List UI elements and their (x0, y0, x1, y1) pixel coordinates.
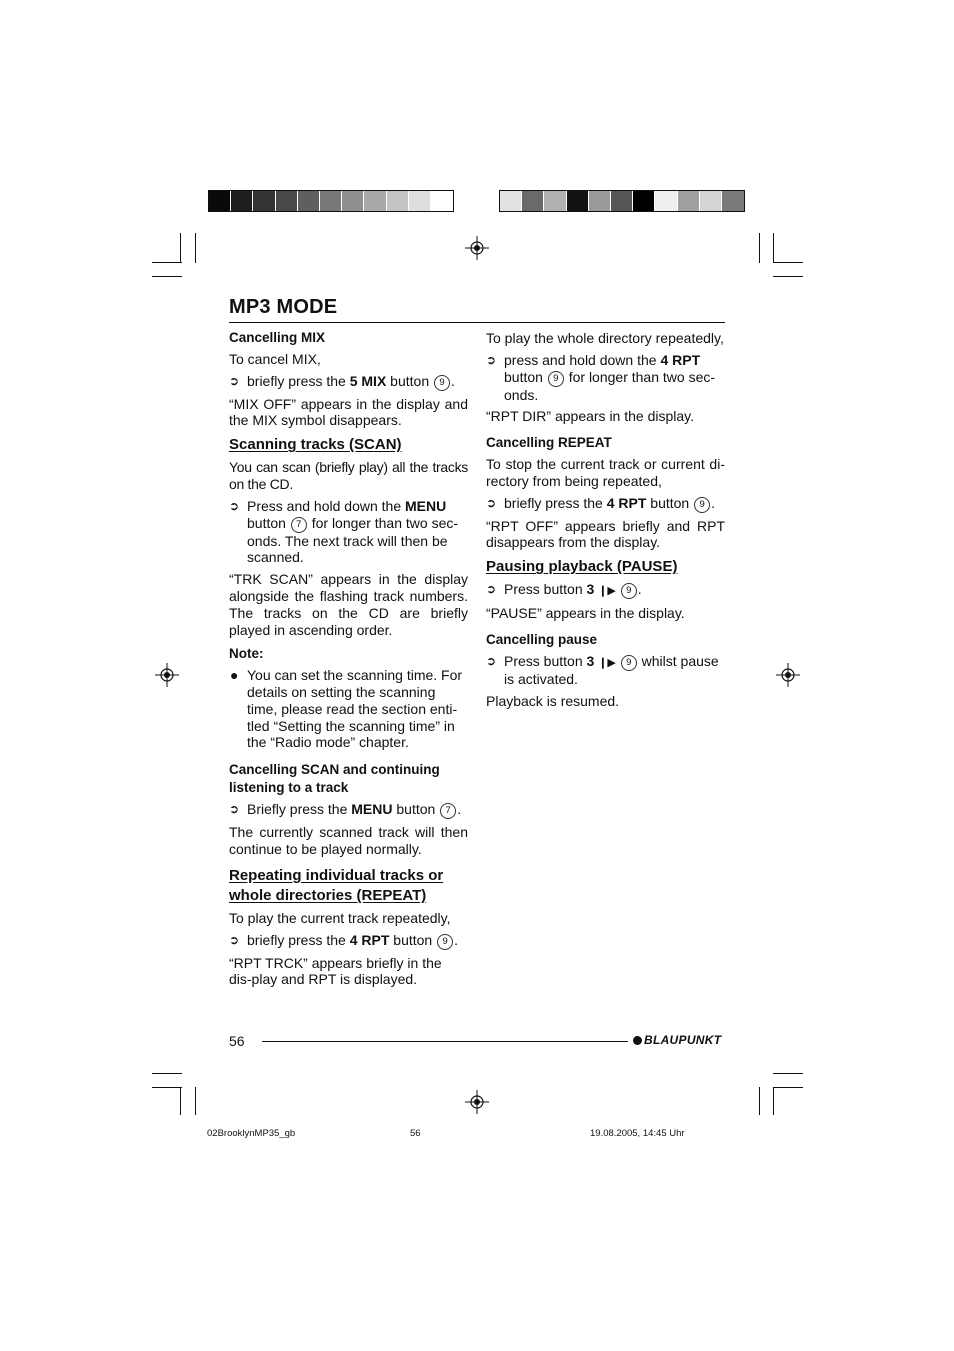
callout-number: 9 (548, 371, 564, 387)
arrow-icon: ➲ (486, 352, 497, 367)
color-swatch (231, 191, 253, 211)
section-heading-pause: Pausing playback (PAUSE) (486, 558, 678, 576)
instruction-step: ➲ Briefly press the MENU button 7 . (229, 801, 462, 818)
crop-mark (773, 262, 803, 263)
play-pause-icon: ❙▶ (598, 585, 616, 598)
button-name: 5 MIX (349, 372, 387, 389)
callout-number: 9 (694, 497, 710, 513)
color-swatch (364, 191, 386, 211)
button-name: MENU (351, 801, 393, 818)
slug-filename: 02BrooklynMP35_gb (207, 1128, 296, 1139)
color-swatch (298, 191, 320, 211)
section-heading-cancel-scan: Cancelling SCAN and continuing listening to a track (229, 762, 440, 796)
page-number: 56 (229, 1033, 245, 1049)
callout-number: 9 (621, 655, 637, 671)
color-swatch (544, 191, 566, 211)
play-pause-icon: ❙▶ (598, 656, 616, 669)
color-swatch (209, 191, 231, 211)
crop-mark (152, 276, 182, 277)
button-name: 3 (586, 581, 595, 598)
paragraph: “TRK SCAN” appears in the display alongside the flashing track numbers. The tracks on the CD are briefly played in ascending order. (229, 571, 468, 638)
instruction-step: ➲ Press and hold down the MENU button 7 for longer than two sec-onds. The next track will then be scanned. (229, 497, 459, 566)
color-swatch (409, 191, 431, 211)
paragraph: “RPT DIR” appears in the display. (486, 408, 695, 425)
footer-rule (262, 1041, 628, 1042)
button-name: 4 RPT (349, 931, 390, 948)
arrow-icon: ➲ (229, 373, 240, 388)
page-title: MP3 MODE (229, 296, 338, 318)
instruction-step: ➲ press and hold down the 4 RPT button 9 for longer than two sec-onds. (486, 351, 716, 403)
callout-number: 9 (437, 934, 453, 950)
crop-mark (152, 1087, 182, 1088)
section-heading-cancel-pause: Cancelling pause (486, 631, 598, 647)
instruction-step: ➲ briefly press the 4 RPT button 9 . (486, 494, 715, 511)
bullet-icon: ● (230, 667, 239, 684)
arrow-icon: ➲ (486, 582, 497, 597)
arrow-icon: ➲ (486, 653, 497, 668)
paragraph: Playback is resumed. (486, 693, 620, 710)
slug-date: 19.08.2005, 14:45 Uhr (590, 1128, 685, 1139)
crop-mark (773, 1087, 774, 1115)
note-label: Note: (229, 646, 264, 662)
color-swatch (700, 191, 722, 211)
registration-mark-icon (465, 1090, 489, 1114)
instruction-step: ➲ Press button 3 ❙▶ 9 whilst pause is activated. (486, 652, 719, 688)
instruction-step: ➲ Press button 3 ❙▶ 9 . (486, 581, 642, 598)
section-heading-cancel-repeat: Cancelling REPEAT (486, 435, 612, 451)
crop-mark (180, 1087, 181, 1115)
section-heading-cancel-mix: Cancelling MIX (229, 330, 326, 345)
button-name: MENU (405, 497, 447, 514)
crop-mark (759, 1087, 760, 1115)
crop-mark (195, 233, 196, 263)
color-swatch (320, 191, 342, 211)
color-bar-left (208, 190, 454, 212)
color-swatch (431, 191, 453, 211)
color-bar-right (499, 190, 745, 212)
paragraph: You can scan (briefly play) all the tracks on the CD. (229, 459, 468, 492)
callout-number: 7 (291, 517, 307, 533)
section-heading-scan: Scanning tracks (SCAN) (229, 436, 402, 454)
color-swatch (387, 191, 409, 211)
color-swatch (276, 191, 298, 211)
crop-mark (773, 233, 774, 263)
instruction-step: ➲ briefly press the 4 RPT button 9 . (229, 931, 458, 948)
section-heading-repeat: Repeating individual tracks or whole directories (REPEAT) (229, 866, 444, 904)
crop-mark (152, 262, 182, 263)
callout-number: 7 (440, 803, 456, 819)
color-swatch (500, 191, 522, 211)
color-swatch (722, 191, 744, 211)
logo-dot-icon (633, 1036, 642, 1045)
color-swatch (678, 191, 700, 211)
paragraph: “PAUSE” appears in the display. (486, 604, 685, 621)
paragraph: “RPT TRCK” appears briefly in the dis-play and RPT is displayed. (229, 954, 442, 988)
crop-mark (195, 1087, 196, 1115)
paragraph: To play the whole directory repeatedly, (486, 330, 724, 346)
paragraph: To play the current track repeatedly, (229, 909, 451, 926)
color-swatch (589, 191, 611, 211)
arrow-icon: ➲ (486, 495, 497, 510)
crop-mark (152, 1073, 182, 1074)
color-swatch (611, 191, 633, 211)
button-name: 4 RPT (606, 494, 647, 511)
callout-number: 9 (621, 583, 637, 599)
paragraph: “RPT OFF” appears briefly and RPT disappears from the display. (486, 517, 725, 551)
registration-mark-icon (155, 663, 179, 687)
paragraph: To stop the current track or current di-rectory from being repeated, (486, 455, 725, 489)
slug-page: 56 (410, 1128, 421, 1139)
color-swatch (655, 191, 677, 211)
arrow-icon: ➲ (229, 802, 240, 817)
brand-logo: BLAUPUNKT (633, 1033, 721, 1047)
right-column (486, 330, 725, 715)
arrow-icon: ➲ (229, 498, 240, 513)
registration-mark-icon (776, 663, 800, 687)
button-name: 4 RPT (660, 351, 701, 368)
crop-mark (773, 276, 803, 277)
color-swatch (522, 191, 544, 211)
arrow-icon: ➲ (229, 932, 240, 947)
paragraph: The currently scanned track will then continue to be played normally. (229, 824, 468, 857)
paragraph: To cancel MIX, (229, 350, 321, 367)
registration-mark-icon (465, 236, 489, 260)
left-column (229, 330, 468, 993)
crop-mark (773, 1087, 803, 1088)
color-swatch (633, 191, 655, 211)
color-swatch (253, 191, 275, 211)
button-name: 3 (586, 652, 595, 669)
color-swatch (567, 191, 589, 211)
crop-mark (180, 233, 181, 263)
title-rule (229, 322, 725, 323)
callout-number: 9 (434, 375, 450, 391)
crop-mark (759, 233, 760, 263)
paragraph: “MIX OFF” appears in the display and the MIX symbol disappears. (229, 395, 468, 429)
instruction-step: ➲ briefly press the 5 MIX button 9 . (229, 372, 455, 389)
crop-mark (773, 1073, 803, 1074)
color-swatch (342, 191, 364, 211)
note-item: ● You can set the scanning time. For details on setting the scanning time, please read the section enti-tled “Setting the scanning time” in the “Radio mode” chapter. (230, 667, 463, 751)
